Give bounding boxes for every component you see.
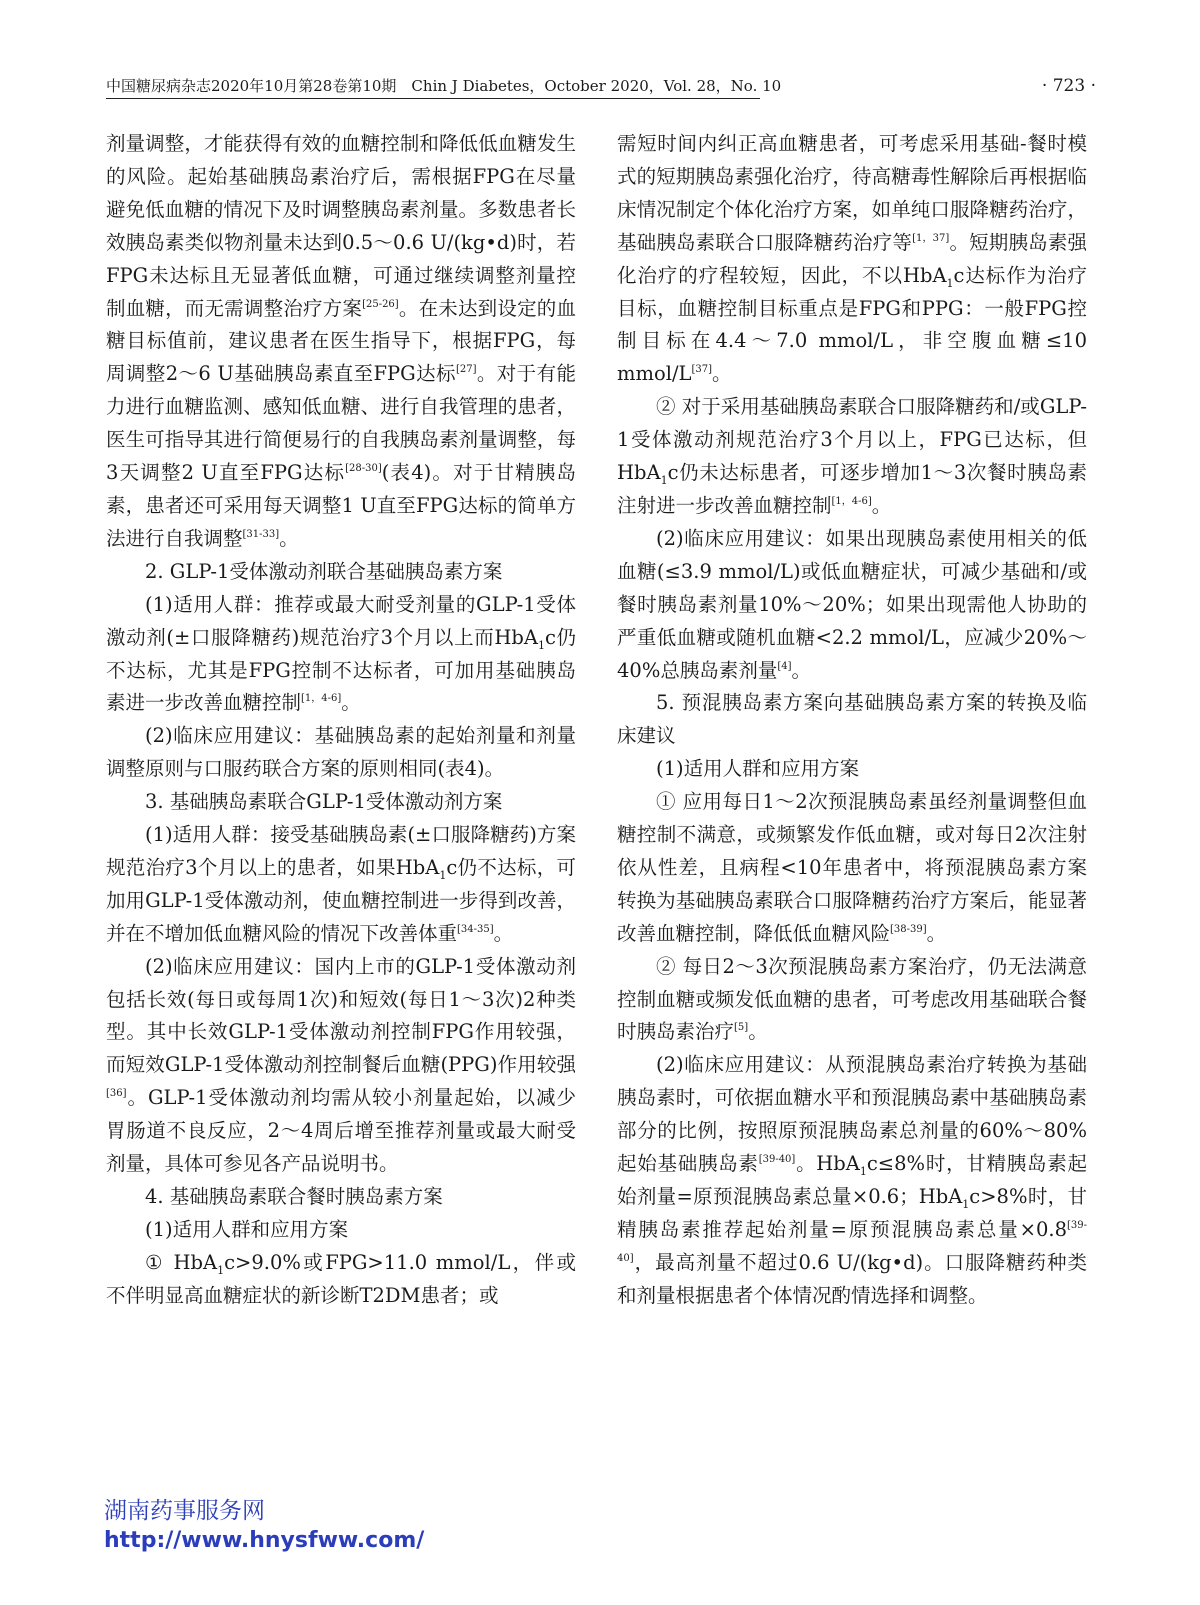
text-run: 。对于有能力进行血糖监测、感知低血糖、进行自我管理的患者，医生可指导其进行简便易行的自我胰岛素剂量调整，每3天调整2 U直至FPG达标 — [106, 362, 576, 485]
text-run: ，最高剂量不超过0.6 U/(kg•d)。口服降糖药种类和剂量根据患者个体情况酌情选择和调整。 — [617, 1250, 1087, 1307]
citation-ref: [4] — [777, 660, 792, 672]
text-run: (2)临床应用建议：从预混胰岛素治疗转换为基础胰岛素时，可依据血糖水平和预混胰岛素中基础胰岛素部分的比例，按照原预混胰岛素总剂量的60%～80%起始基础胰岛素 — [617, 1053, 1087, 1176]
text-run: 。 — [493, 921, 514, 945]
subscript: 1 — [859, 1164, 867, 1178]
running-header — [106, 76, 1096, 106]
text-run: ① 应用每日1～2次预混胰岛素虽经剂量调整但血糖控制不满意，或频繁发作低血糖，或对每日2次注射依从性差，且病程<10年患者中，将预混胰岛素方案转换为基础胰岛素联合口服降糖药治疗方案后，能显著改善血糖控制，降低低血糖风险 — [617, 790, 1087, 945]
citation-ref: [28-30] — [345, 463, 382, 475]
text-run: (1)适用人群：推荐或最大耐受剂量的GLP-1受体激动剂(±口服降糖药)规范治疗3个月以上而HbA — [106, 592, 576, 649]
text-run: 剂量调整，才能获得有效的血糖控制和降低低血糖发生的风险。起始基础胰岛素治疗后，需根据FPG在尽量避免低血糖的情况下及时调整胰岛素剂量。多数患者长效胰岛素类似物剂量未达到0.5～0.6 U/(kg•d)时，若FPG未达标且无显著低血糖，可通过继续调整剂量控制血糖，而无需调整治疗方案 — [106, 132, 576, 320]
text-run: 。短期胰岛素强化治疗的疗程较短，因此，不以HbA — [617, 230, 1087, 287]
paragraph-l6 — [106, 819, 576, 951]
paragraph-r7 — [617, 951, 1087, 1050]
paragraph-l9 — [106, 1214, 576, 1247]
text-run: c仍不达标，可加用GLP-1受体激动剂，使血糖控制进一步得到改善，并在不增加低血糖风险的情况下改善体重 — [106, 855, 577, 945]
left-column — [106, 128, 576, 1313]
text-run: (表4)。对于甘精胰岛素，患者还可采用每天调整1 U直至FPG达标的简单方法进行自我调整 — [106, 461, 576, 550]
paragraph-r6 — [617, 786, 1087, 951]
paragraph-r8 — [617, 1049, 1087, 1312]
paragraph-l5 — [106, 786, 576, 819]
text-run: c≤8%时，甘精胰岛素起始剂量=原预混胰岛素总量×0.6；HbA — [617, 1152, 1087, 1208]
citation-ref: [1，4-6] — [301, 693, 342, 705]
text-run: (2)临床应用建议：基础胰岛素的起始剂量和剂量调整原则与口服药联合方案的原则相同(表4)。 — [106, 724, 576, 781]
text-run: c>9.0%或FPG>11.0 mmol/L，伴或不伴明显高血糖症状的新诊断T2DM患者；或 — [106, 1250, 576, 1307]
citation-ref: [39-40] — [617, 1219, 1087, 1264]
paragraph-l3 — [106, 589, 576, 721]
citation-ref: [39-40] — [758, 1154, 796, 1166]
paragraph-l7 — [106, 951, 576, 1181]
paragraph-r2 — [617, 391, 1087, 523]
citation-ref: [5] — [734, 1022, 749, 1034]
text-run: (2)临床应用建议：国内上市的GLP-1受体激动剂包括长效(每日或每周1次)和短效(每日1～3次)2种类型。其中长效GLP-1受体激动剂控制FPG作用较强，而短效GLP-1受体激动剂控制餐后血糖(PPG)作用较强 — [106, 954, 576, 1077]
citation-ref: [37] — [691, 364, 713, 376]
text-run: 。 — [341, 691, 361, 715]
text-run: c仍不达标，尤其是FPG控制不达标者，可加用基础胰岛素进一步改善血糖控制 — [106, 625, 577, 715]
text-run: ② 每日2～3次预混胰岛素方案治疗，仍无法满意控制血糖或频发低血糖的患者，可考虑改用基础联合餐时胰岛素治疗 — [617, 954, 1087, 1044]
text-run: 2. GLP-1受体激动剂联合基础胰岛素方案 — [145, 559, 503, 583]
text-run: (2)临床应用建议：如果出现胰岛素使用相关的低血糖(≤3.9 mmol/L)或低血糖症状，可减少基础和/或餐时胰岛素剂量10%～20%；如果出现需他人协助的严重低血糖或随机血糖<2.2 mmol/L，应减少20%～40%总胰岛素剂量 — [617, 526, 1087, 682]
subscript: 1 — [946, 276, 954, 290]
paragraph-l1 — [106, 128, 576, 556]
text-run: 。 — [926, 921, 947, 945]
text-run: (1)适用人群：接受基础胰岛素(±口服降糖药)方案规范治疗3个月以上的患者，如果HbA — [106, 823, 576, 879]
subscript: 1 — [962, 1197, 970, 1211]
paragraph-r4 — [617, 687, 1087, 753]
text-run: 。 — [871, 493, 892, 517]
text-run: 3. 基础胰岛素联合GLP-1受体激动剂方案 — [145, 790, 503, 814]
text-run: 。HbA — [795, 1152, 860, 1176]
text-run: 。 — [279, 526, 299, 550]
text-run: 。在未达到设定的血糖目标值前，建议患者在医生指导下，根据FPG，每周调整2～6 U基础胰岛素直至FPG达标 — [106, 296, 576, 386]
text-run: 4. 基础胰岛素联合餐时胰岛素方案 — [145, 1185, 443, 1208]
text-run: 。GLP-1受体激动剂均需从较小剂量起始，以减少胃肠道不良反应，2～4周后增至推荐剂量或最大耐受剂量，具体可参见各产品说明书。 — [106, 1086, 576, 1176]
subscript: 1 — [439, 868, 447, 882]
subscript: 1 — [537, 638, 545, 652]
citation-ref: [34-35] — [457, 923, 494, 935]
text-run: (1)适用人群和应用方案 — [145, 1217, 349, 1241]
text-run: c达标作为治疗目标，血糖控制目标重点是FPG和PPG：一般FPG控制目标在4.4～7.0 mmol/L，非空腹血糖≤10 mmol/L — [617, 263, 1088, 386]
citation-ref: [1，4-6] — [831, 495, 872, 507]
paragraph-l2 — [106, 556, 576, 589]
paragraph-r3 — [617, 523, 1087, 688]
journal-citation: 中国糖尿病杂志2020年10月第28卷第10期 Chin J Diabetes，October 2020，Vol. 28，No. 10 — [106, 77, 782, 95]
citation-ref: [38-39] — [890, 923, 927, 935]
site-watermark — [104, 1496, 424, 1556]
subscript: 1 — [217, 1263, 225, 1277]
citation-ref: [1，37] — [912, 232, 950, 244]
header-rule — [106, 98, 760, 99]
watermark-site-name: 湖南药事服务网 — [104, 1498, 265, 1524]
text-run: c>8%时，甘精胰岛素推荐起始剂量=原预混胰岛素总量×0.8 — [617, 1185, 1087, 1241]
text-run: ② 对于采用基础胰岛素联合口服降糖药和/或GLP-1受体激动剂规范治疗3个月以上，FPG已达标，但HbA — [617, 395, 1087, 485]
citation-ref: [31-33] — [242, 528, 280, 540]
paragraph-r1 — [617, 128, 1087, 391]
text-run: 。 — [791, 658, 812, 682]
paragraph-l10 — [106, 1247, 576, 1313]
citation-ref: [25-26] — [362, 298, 399, 310]
watermark-url-link[interactable]: http://www.hnysfww.com/ — [104, 1528, 425, 1553]
text-run: ① HbA — [145, 1250, 218, 1274]
text-run: 。 — [712, 362, 732, 386]
paragraph-l4 — [106, 720, 576, 786]
text-run: 5. 预混胰岛素方案向基础胰岛素方案的转换及临床建议 — [617, 691, 1087, 748]
text-run: 需短时间内纠正高血糖患者，可考虑采用基础-餐时模式的短期胰岛素强化治疗，待高糖毒性解除后再根据临床情况制定个体化治疗方案，如单纯口服降糖药治疗，基础胰岛素联合口服降糖药治疗等 — [617, 132, 1087, 254]
subscript: 1 — [660, 473, 668, 487]
paragraph-l8 — [106, 1181, 576, 1214]
text-run: c仍未达标患者，可逐步增加1～3次餐时胰岛素注射进一步改善血糖控制 — [617, 461, 1087, 517]
right-column — [617, 128, 1087, 1313]
citation-ref: [36] — [106, 1088, 127, 1100]
citation-ref: [27] — [455, 364, 477, 376]
text-run: (1)适用人群和应用方案 — [656, 757, 860, 781]
paragraph-r5 — [617, 753, 1087, 786]
page-number: · 723 · — [1041, 76, 1096, 96]
text-run: 。 — [748, 1020, 768, 1044]
